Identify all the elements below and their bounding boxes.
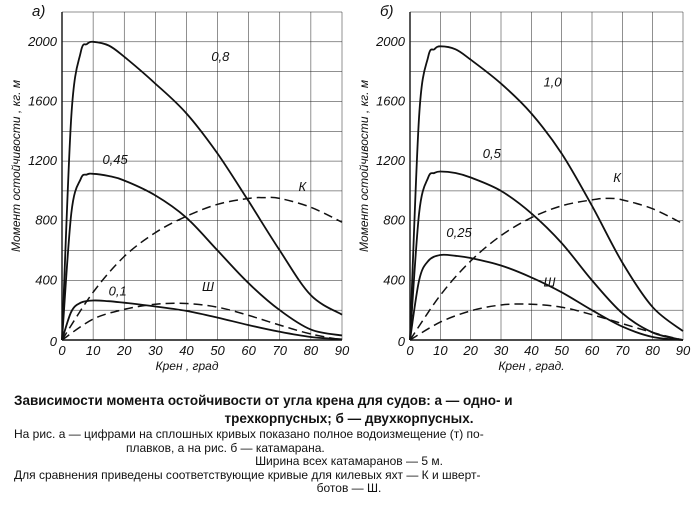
y-tick-label: 800 <box>35 212 57 228</box>
x-tick-label: 40 <box>524 343 539 358</box>
series-label: К <box>613 169 621 185</box>
y-tick-label: 400 <box>35 272 57 288</box>
x-tick-label: 40 <box>179 343 194 358</box>
x-tick-label: 50 <box>210 343 225 358</box>
series-label: Ш <box>543 274 556 290</box>
x-axis-title: Крен , град. <box>498 359 565 373</box>
series-line-К <box>62 197 342 340</box>
caption-note-1a: На рис. а — цифрами на сплошных кривых показано полное водоизмещение (т) по- <box>14 427 484 441</box>
series-label: 0,1 <box>108 283 127 299</box>
y-tick-label: 800 <box>383 212 405 228</box>
series-line-1,0 <box>410 46 683 340</box>
series-label: 0,8 <box>211 49 230 65</box>
x-tick-label: 60 <box>241 343 256 358</box>
caption-title <box>14 392 684 428</box>
series-label: 0,45 <box>102 152 128 168</box>
x-tick-label: 30 <box>148 343 163 358</box>
x-tick-label: 90 <box>675 343 691 358</box>
x-tick-label: 0 <box>406 343 414 358</box>
x-tick-label: 60 <box>584 343 600 358</box>
caption-note-2: Ширина всех катамаранов — 5 м. <box>255 454 443 468</box>
y-tick-label: 1600 <box>28 93 57 109</box>
caption-note-3a: Для сравнения приведены соответствующие кривые для килевых яхт — К и шверт- <box>14 467 481 482</box>
x-tick-label: 70 <box>615 343 630 358</box>
y-tick-label: 1200 <box>28 153 57 169</box>
caption-title-line1: Зависимости момента остойчивости от угла крена для судов: а — одно- и <box>14 393 513 408</box>
x-tick-label: 10 <box>85 343 101 358</box>
y-axis-title: Момент остойчивости , кг. м <box>357 79 371 253</box>
series-line-0,1 <box>62 300 342 340</box>
y-axis-title: Момент остойчивости , кг. м <box>9 79 23 253</box>
y-tick-label: 0 <box>49 334 57 349</box>
series-label: Ш <box>202 278 214 294</box>
x-tick-label: 0 <box>58 343 66 358</box>
x-tick-label: 30 <box>493 343 509 358</box>
x-tick-label: 10 <box>433 343 448 358</box>
series-line-Ш <box>62 303 342 340</box>
panel-label: б) <box>380 3 394 20</box>
series-label: 1,0 <box>543 74 562 90</box>
x-tick-label: 80 <box>303 343 319 358</box>
y-tick-label: 1200 <box>376 153 405 169</box>
y-tick-label: 1600 <box>376 93 405 109</box>
caption-note-3b: ботов — Ш. <box>316 481 382 495</box>
y-tick-label: 400 <box>383 272 405 288</box>
y-tick-label: 2000 <box>28 33 57 49</box>
caption-title-line2: трехкорпусных; б — двухкорпусных. <box>224 411 474 426</box>
caption-note-1b: плавков, а на рис. б — катамарана. <box>126 440 325 455</box>
y-tick-label: 0 <box>397 334 405 349</box>
panel-label: а) <box>32 3 46 20</box>
figure-caption <box>14 392 684 496</box>
x-tick-label: 90 <box>334 343 350 358</box>
x-tick-label: 80 <box>645 343 660 358</box>
x-tick-label: 20 <box>463 343 478 358</box>
x-tick-label: 20 <box>116 343 132 358</box>
y-tick-label: 2000 <box>376 33 405 49</box>
series-label: К <box>298 178 307 194</box>
chart-panel-1 <box>9 3 350 373</box>
x-axis-title: Крен , град <box>155 359 219 373</box>
x-tick-label: 50 <box>554 343 569 358</box>
x-tick-label: 70 <box>272 343 288 358</box>
series-line-К <box>410 198 683 340</box>
series-label: 0,5 <box>482 146 501 162</box>
series-label: 0,25 <box>446 225 472 241</box>
chart-panel-2 <box>357 3 691 373</box>
